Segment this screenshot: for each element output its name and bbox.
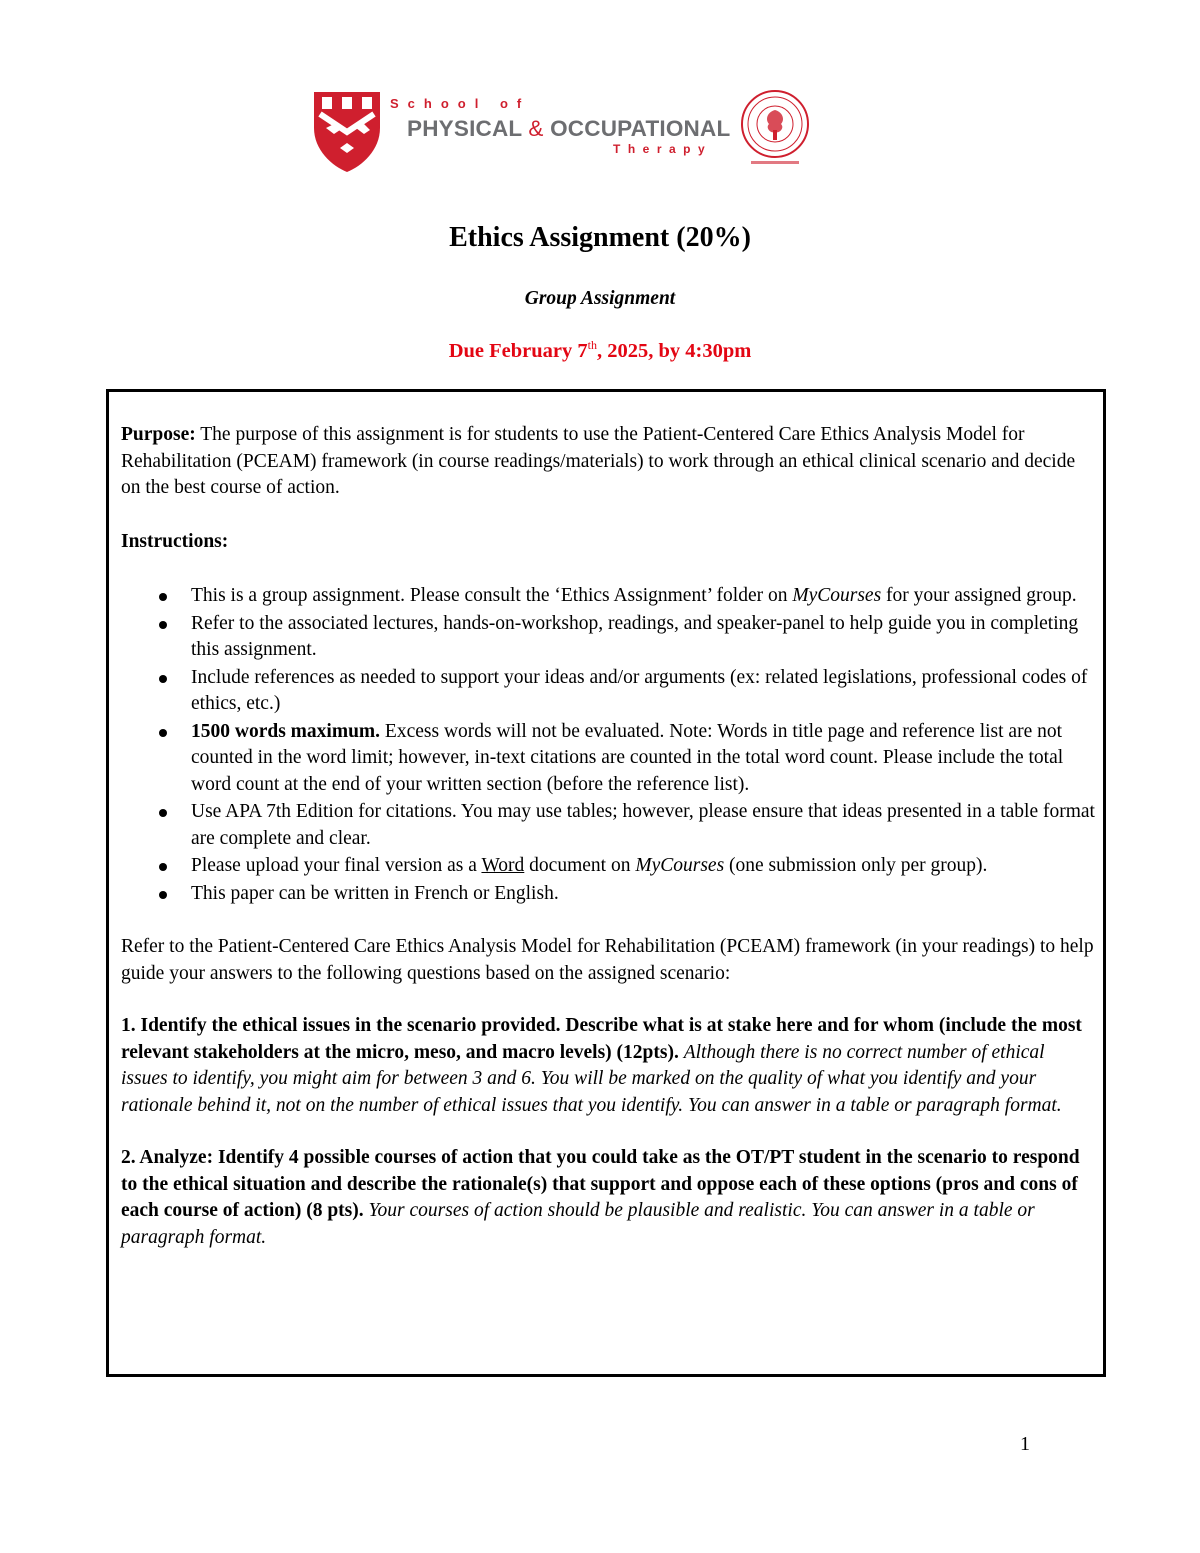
school-therapy-label: Therapy [613, 142, 713, 156]
university-seal-icon [737, 88, 813, 168]
purpose-text: The purpose of this assignment is for students to use the Patient-Centered Care Ethics Analysis Model for Rehabilitation (PCEAM) framework (in course readings/materials) to work through an ethical clinical scenario and decide on the best course of action. [121, 424, 1076, 498]
list-item: Use APA 7th Edition for citations. You may use tables; however, please ensure that ideas presented in a table format are complete and clear. [121, 799, 1096, 852]
list-item: Include references as needed to support your ideas and/or arguments (ex: related legislations, professional codes of ethics, etc.) [121, 665, 1096, 718]
list-item: 1500 words maximum. Excess words will not be evaluated. Note: Words in title page and reference list are not counted in the word limit; however, in-text citations are counted in the total word count. Please include the total word count at the end of your written section (before the reference list). [121, 719, 1096, 799]
mcgill-shield-icon [312, 88, 382, 174]
due-date: Due February 7th, 2025, by 4:30pm [448, 338, 752, 362]
list-item: This paper can be written in French or English. [121, 881, 1096, 908]
purpose-label: Purpose: [121, 424, 196, 445]
list-item: Please upload your final version as a Word document on MyCourses (one submission only per group). [121, 853, 1096, 880]
assignment-details-box [106, 389, 1106, 1377]
question-1: 1. Identify the ethical issues in the scenario provided. Describe what is at stake here and for whom (include the most relevant stakeholders at the micro, meso, and macro levels) (12pts). Although there is no correct number of ethical issues to identify, you might aim for between 3 and 6. You will be marked on the quality of what you identify and your rationale behind it, not on the number of ethical issues that you identify. You can answer in a table or paragraph format. [121, 1015, 1082, 1116]
page-title: Ethics Assignment (20%) [449, 222, 751, 253]
instructions-list [121, 583, 1096, 907]
school-main-label: PHYSICAL & OCCUPATIONAL [407, 116, 731, 141]
instructions-heading: Instructions: [121, 530, 229, 552]
school-wordmark [390, 96, 730, 176]
list-item: Refer to the associated lectures, hands-on-workshop, readings, and speaker-panel to help guide you in completing this assignment. [121, 611, 1096, 664]
question-2: 2. Analyze: Identify 4 possible courses of action that you could take as the OT/PT student in the scenario to respond to the ethical situation and describe the rationale(s) that support and oppose each of these options (pros and cons of each course of action) (8 pts). Your courses of action should be plausible and realistic. You can answer in a table or paragraph format. [121, 1147, 1080, 1248]
list-item: This is a group assignment. Please consult the ‘Ethics Assignment’ folder on MyCourses for your assigned group. [121, 583, 1096, 610]
school-of-label: School of [390, 96, 531, 111]
school-header [312, 88, 812, 178]
page-number: 1 [1020, 1433, 1030, 1455]
page-subtitle: Group Assignment [524, 288, 676, 309]
purpose-paragraph [121, 422, 1096, 502]
refer-paragraph: Refer to the Patient-Centered Care Ethics Analysis Model for Rehabilitation (PCEAM) framework (in your readings) to help guide your answers to the following questions based on the assigned scenario: [121, 936, 1094, 984]
